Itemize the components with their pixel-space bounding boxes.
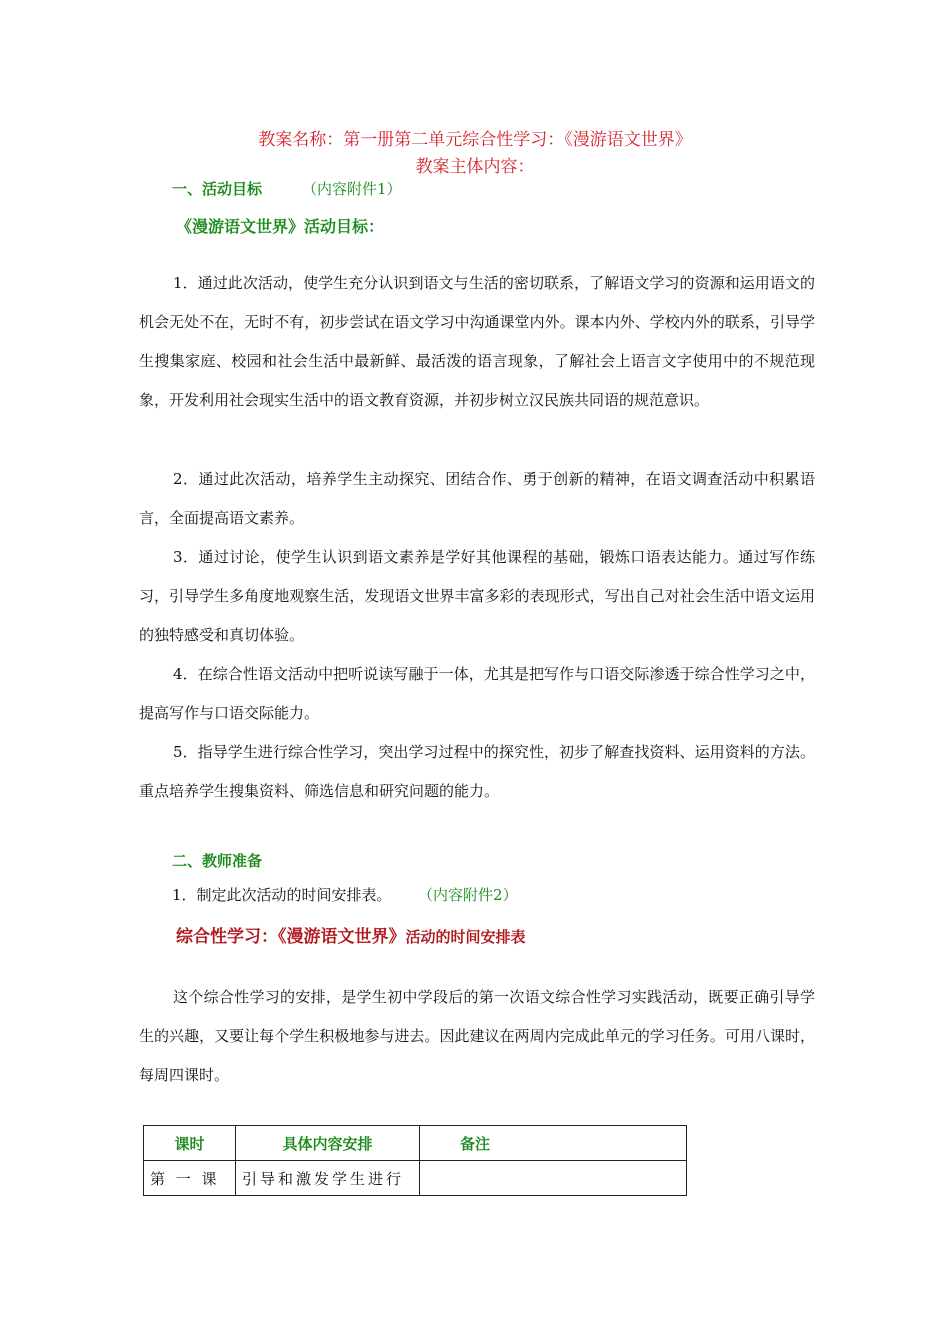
schedule-paragraph: 这个综合性学习的安排，是学生初中学段后的第一次语文综合性学习实践活动，既要正确引导学生的兴趣，又要让每个学生积极地参与进去。因此建议在两周内完成此单元的学习任务。可用八课时，每周四课时。 [139, 988, 815, 1084]
document-title: 教案名称：第一册第二单元综合性学习：《漫游语文世界》 [258, 130, 692, 150]
goals-subheading: 《漫游语文世界》活动目标： [176, 217, 385, 236]
table-header: 备注 [420, 1126, 687, 1161]
goal-paragraph: 4．在综合性语文活动中把听说读写融于一体，尤其是把写作与口语交际渗透于综合性学习之中，提高写作与口语交际能力。 [139, 665, 815, 722]
goal-paragraph: 2．通过此次活动，培养学生主动探究、团结合作、勇于创新的精神，在语文调查活动中积累语言，全面提高语文素养。 [139, 470, 815, 527]
section-teacher-prep: 二、教师准备 [172, 852, 263, 870]
goal-paragraph: 3．通过讨论，使学生认识到语文素养是学好其他课程的基础，锻炼口语表达能力。通过写作练习，引导学生多角度地观察生活，发现语文世界丰富多彩的表现形式，写出自己对社会生活中语文运用的独特感受和真切体验。 [139, 548, 815, 644]
schedule-subheading-tail: 活动的时间安排表 [405, 928, 526, 946]
goal-paragraph: 1．通过此次活动，使学生充分认识到语文与生活的密切联系，了解语文学习的资源和运用语文的机会无处不在，无时不有，初步尝试在语文学习中沟通课堂内外。课本内外、学校内外的联系，引导学生搜集家庭、校园和社会生活中最新鲜、最活泼的语言现象，了解社会上语言文字使用中的不规范现象，开发利用社会现实生活中的语文教育资源，并初步树立汉民族共同语的规范意识。 [139, 274, 815, 409]
table-cell [420, 1161, 687, 1196]
attachment-note: （内容附件1） [302, 180, 402, 198]
section-heading: 一、活动目标 [172, 180, 263, 198]
table-cell: 引导和激发学生进行 [236, 1161, 420, 1196]
schedule-table [143, 1125, 687, 1196]
prep-item [172, 884, 518, 905]
document-subtitle: 教案主体内容： [415, 157, 535, 177]
table-header: 具体内容安排 [236, 1126, 420, 1161]
schedule-subheading [176, 922, 526, 947]
goal-paragraph: 5．指导学生进行综合性学习，突出学习过程中的探究性，初步了解查找资料、运用资料的方法。重点培养学生搜集资料、筛选信息和研究问题的能力。 [139, 743, 815, 800]
table-header-row [144, 1126, 687, 1161]
table-cell: 第 一 课 [144, 1161, 236, 1196]
schedule-subheading-main: 综合性学习：《漫游语文世界》 [176, 927, 406, 947]
section-activity-goals [172, 178, 402, 199]
attachment-note: （内容附件2） [425, 886, 518, 904]
prep-item-text: 1．制定此次活动的时间安排表。 [172, 886, 392, 904]
table-header: 课时 [144, 1126, 236, 1161]
table-row [144, 1161, 687, 1196]
